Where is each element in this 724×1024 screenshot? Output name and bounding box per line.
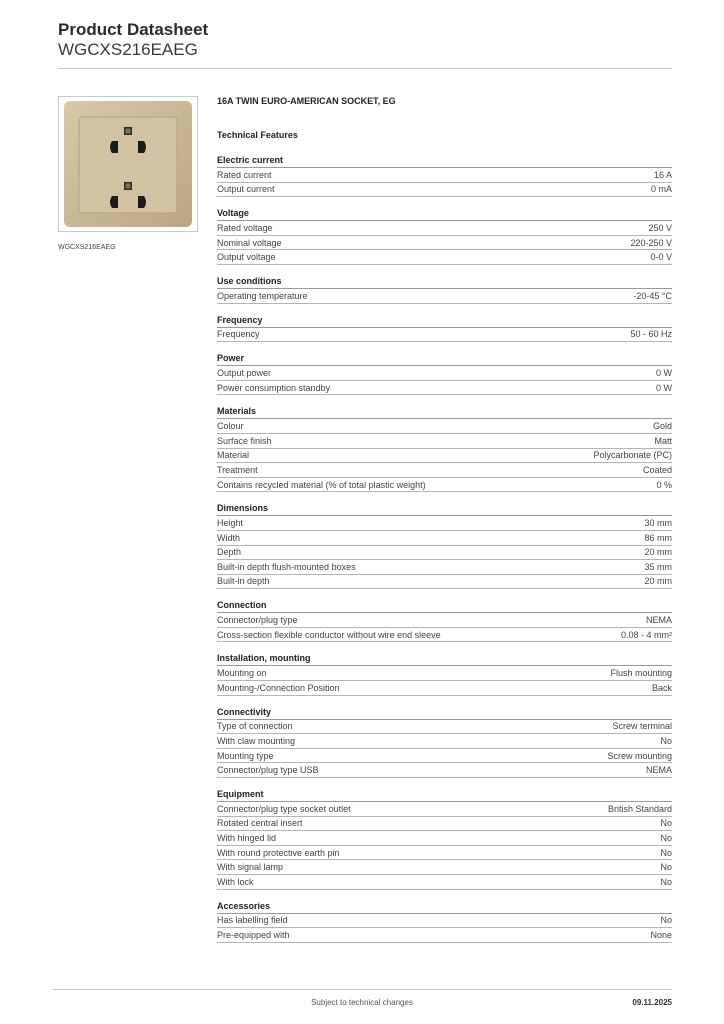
spec-section xyxy=(217,503,672,589)
spec-row xyxy=(217,831,672,846)
spec-row xyxy=(217,575,672,590)
spec-section xyxy=(217,653,672,695)
spec-row xyxy=(217,613,672,628)
spec-row xyxy=(217,860,672,875)
spec-value: Flush mounting xyxy=(610,668,672,679)
product-code: WGCXS216EAEG xyxy=(58,40,198,59)
spec-value: 30 mm xyxy=(644,518,672,529)
product-image xyxy=(58,96,198,232)
section-title: Power xyxy=(217,353,672,366)
spec-row xyxy=(217,914,672,929)
spec-row xyxy=(217,681,672,696)
spec-value: Gold xyxy=(652,421,672,432)
spec-row xyxy=(217,720,672,735)
spec-value: No xyxy=(660,876,672,887)
spec-value: No xyxy=(660,818,672,829)
spec-label: Output power xyxy=(217,367,272,378)
spec-sections xyxy=(217,155,672,943)
spec-label: Colour xyxy=(217,421,244,432)
spec-label: Type of connection xyxy=(217,721,293,732)
spec-value: 0.08 - 4 mm² xyxy=(620,629,672,640)
spec-value: 16 A xyxy=(653,169,672,180)
spec-value: Polycarbonate (PC) xyxy=(593,450,672,461)
spec-label: Operating temperature xyxy=(217,290,308,301)
spec-label: Rated voltage xyxy=(217,222,273,233)
spec-value: No xyxy=(660,833,672,844)
section-title: Voltage xyxy=(217,208,672,221)
footer-divider xyxy=(52,989,672,990)
spec-label: Frequency xyxy=(217,329,260,340)
spec-label: Width xyxy=(217,532,241,543)
spec-label: With claw mounting xyxy=(217,736,296,747)
spec-row xyxy=(217,628,672,643)
spec-section xyxy=(217,406,672,492)
spec-value: Screw terminal xyxy=(612,721,672,732)
spec-value: 0 W xyxy=(655,382,672,393)
spec-label: Mounting-/Connection Position xyxy=(217,682,340,693)
spec-value: Coated xyxy=(642,464,672,475)
spec-row xyxy=(217,289,672,304)
spec-value: 250 V xyxy=(648,222,672,233)
spec-row xyxy=(217,381,672,396)
footer-note: Subject to technical changes xyxy=(311,998,413,1007)
spec-row xyxy=(217,478,672,493)
spec-value: Screw mounting xyxy=(607,750,672,761)
spec-row xyxy=(217,449,672,464)
spec-row xyxy=(217,419,672,434)
spec-section xyxy=(217,315,672,343)
section-title: Frequency xyxy=(217,315,672,328)
spec-label: Rotated central insert xyxy=(217,818,303,829)
document-header xyxy=(58,20,672,60)
specs-column xyxy=(217,96,672,943)
spec-label: Mounting type xyxy=(217,750,274,761)
spec-row xyxy=(217,328,672,343)
section-title: Materials xyxy=(217,406,672,419)
spec-label: Material xyxy=(217,450,250,461)
spec-section xyxy=(217,789,672,890)
spec-row xyxy=(217,516,672,531)
section-title: Accessories xyxy=(217,901,672,914)
section-title: Connectivity xyxy=(217,707,672,720)
spec-label: Connector/plug type xyxy=(217,615,298,626)
spec-label: With lock xyxy=(217,876,254,887)
spec-label: With round protective earth pin xyxy=(217,847,340,858)
spec-value: Matt xyxy=(654,435,672,446)
spec-row xyxy=(217,560,672,575)
spec-label: Output current xyxy=(217,184,275,195)
spec-label: Treatment xyxy=(217,464,258,475)
spec-row xyxy=(217,168,672,183)
spec-section xyxy=(217,707,672,778)
spec-row xyxy=(217,846,672,861)
spec-value: 0 mA xyxy=(650,184,672,195)
spec-label: Cross-section flexible conductor without wire end sleeve xyxy=(217,629,441,640)
spec-label: Contains recycled material (% of total plastic weight) xyxy=(217,479,426,490)
spec-row xyxy=(217,734,672,749)
spec-value: NEMA xyxy=(645,765,672,776)
spec-row xyxy=(217,531,672,546)
spec-label: Rated current xyxy=(217,169,272,180)
spec-row xyxy=(217,183,672,198)
section-title: Installation, mounting xyxy=(217,653,672,666)
spec-value: 0 W xyxy=(655,367,672,378)
spec-section xyxy=(217,353,672,395)
spec-value: 20 mm xyxy=(644,576,672,587)
section-title: Electric current xyxy=(217,155,672,168)
spec-row xyxy=(217,666,672,681)
socket-illustration xyxy=(63,100,193,228)
spec-row xyxy=(217,763,672,778)
spec-label: Nominal voltage xyxy=(217,237,282,248)
spec-row xyxy=(217,928,672,943)
spec-label: Built-in depth flush-mounted boxes xyxy=(217,561,356,572)
spec-row xyxy=(217,250,672,265)
spec-row xyxy=(217,236,672,251)
spec-row xyxy=(217,463,672,478)
spec-label: Built-in depth xyxy=(217,576,270,587)
image-caption: WGCXS216EAEG xyxy=(58,244,116,251)
spec-label: Depth xyxy=(217,547,242,558)
spec-value: 35 mm xyxy=(644,561,672,572)
spec-row xyxy=(217,749,672,764)
spec-value: 0-0 V xyxy=(650,252,672,263)
spec-row xyxy=(217,221,672,236)
spec-label: With hinged lid xyxy=(217,833,277,844)
spec-label: Output voltage xyxy=(217,252,276,263)
section-title: Equipment xyxy=(217,789,672,802)
spec-section xyxy=(217,208,672,265)
technical-features-title: Technical Features xyxy=(217,130,298,140)
spec-section xyxy=(217,155,672,197)
spec-section xyxy=(217,276,672,304)
spec-label: Power consumption standby xyxy=(217,382,331,393)
spec-value: No xyxy=(660,847,672,858)
spec-label: Pre-equipped with xyxy=(217,929,290,940)
spec-row xyxy=(217,434,672,449)
product-name: 16A TWIN EURO-AMERICAN SOCKET, EG xyxy=(217,96,396,106)
spec-label: Has labelling field xyxy=(217,915,288,926)
spec-row xyxy=(217,366,672,381)
footer-date: 09.11.2025 xyxy=(632,998,672,1007)
spec-value: No xyxy=(660,862,672,873)
section-title: Connection xyxy=(217,600,672,613)
document-title: Product Datasheet xyxy=(58,20,209,39)
spec-section xyxy=(217,600,672,642)
spec-value: -20-45 °C xyxy=(633,290,672,301)
spec-label: Connector/plug type socket outlet xyxy=(217,803,351,814)
spec-label: Surface finish xyxy=(217,435,272,446)
spec-value: British Standard xyxy=(607,803,672,814)
spec-value: No xyxy=(660,736,672,747)
spec-label: Mounting on xyxy=(217,668,267,679)
spec-value: 220-250 V xyxy=(630,237,672,248)
section-title: Use conditions xyxy=(217,276,672,289)
spec-row xyxy=(217,546,672,561)
spec-value: No xyxy=(660,915,672,926)
spec-value: None xyxy=(650,929,672,940)
spec-row xyxy=(217,817,672,832)
spec-value: 0 % xyxy=(656,479,672,490)
spec-section xyxy=(217,901,672,943)
spec-row xyxy=(217,802,672,817)
spec-value: 50 - 60 Hz xyxy=(630,329,672,340)
spec-value: Back xyxy=(651,682,672,693)
spec-label: Connector/plug type USB xyxy=(217,765,319,776)
spec-value: 20 mm xyxy=(644,547,672,558)
spec-value: NEMA xyxy=(645,615,672,626)
spec-value: 86 mm xyxy=(644,532,672,543)
section-title: Dimensions xyxy=(217,503,672,516)
header-divider xyxy=(58,68,672,69)
spec-label: Height xyxy=(217,518,244,529)
spec-label: With signal lamp xyxy=(217,862,284,873)
spec-row xyxy=(217,875,672,890)
